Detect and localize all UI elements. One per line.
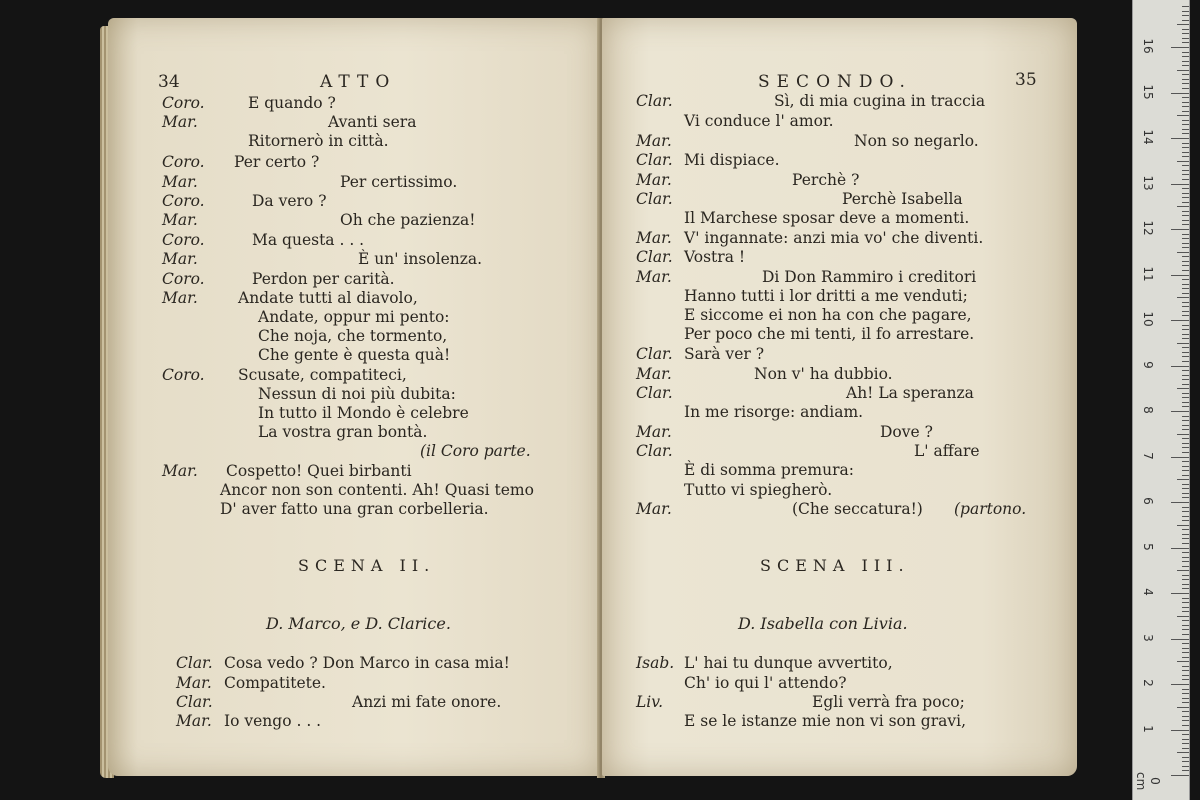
ruler-tick [1182, 165, 1189, 166]
ruler-tick [1182, 293, 1189, 294]
script-line: Mar. [636, 365, 672, 383]
ruler-tick [1182, 666, 1189, 667]
ruler-tick [1182, 711, 1189, 712]
ruler-tick [1182, 652, 1189, 653]
ruler-tick [1177, 479, 1189, 480]
ruler-tick [1182, 579, 1189, 580]
ruler-tick [1182, 284, 1189, 285]
script-line-text: In tutto il Mondo è celebre [258, 404, 469, 422]
script-line-text: La vostra gran bontà. [258, 423, 428, 441]
ruler-tick [1182, 748, 1189, 749]
script-line: Mar. [636, 500, 672, 518]
open-book [100, 18, 1085, 780]
script-line: Mar. [636, 423, 672, 441]
ruler-tick [1182, 561, 1189, 562]
ruler-tick [1182, 452, 1189, 453]
right-page-header: SECONDO. [758, 72, 912, 92]
ruler-number: 8 [1141, 406, 1155, 414]
ruler-tick [1182, 352, 1189, 353]
ruler-tick [1177, 525, 1189, 526]
ruler-tick [1182, 643, 1189, 644]
script-line-text: Per certo ? [234, 153, 320, 171]
script-line: Mar. [162, 113, 198, 131]
ruler-tick [1182, 634, 1189, 635]
ruler-tick [1177, 115, 1189, 116]
ruler-tick [1177, 388, 1189, 389]
left-page [108, 18, 600, 776]
ruler-tick [1182, 220, 1189, 221]
ruler-tick [1182, 543, 1189, 544]
ruler-tick [1182, 265, 1189, 266]
ruler-number: 10 [1141, 311, 1155, 327]
ruler-tick [1182, 152, 1189, 153]
ruler-tick [1182, 625, 1189, 626]
ruler-tick [1182, 425, 1189, 426]
ruler-tick [1182, 739, 1189, 740]
ruler-tick [1182, 761, 1189, 762]
ruler-tick [1182, 420, 1189, 421]
ruler-tick [1182, 329, 1189, 330]
ruler-tick [1182, 575, 1189, 576]
ruler-tick [1182, 488, 1189, 489]
script-line-text: Di Don Rammiro i creditori [762, 268, 977, 286]
ruler-tick [1182, 288, 1189, 289]
ruler-tick [1182, 689, 1189, 690]
ruler-tick [1182, 15, 1189, 16]
ruler-tick [1182, 29, 1189, 30]
script-line-text: Sarà ver ? [684, 345, 765, 363]
script-line-text: Io vengo . . . [224, 712, 322, 730]
ruler-tick [1182, 102, 1189, 103]
script-line: Mar. [636, 132, 672, 150]
script-line-text: Anzi mi fate onore. [352, 693, 502, 711]
ruler-tick [1182, 607, 1189, 608]
ruler-tick [1182, 475, 1189, 476]
script-line-text: E siccome ei non ha con che pagare, [684, 306, 972, 324]
ruler-tick [1182, 511, 1189, 512]
ruler-tick [1182, 725, 1189, 726]
ruler-tick [1171, 502, 1189, 503]
ruler-tick [1182, 311, 1189, 312]
ruler-tick [1171, 457, 1189, 458]
ruler-number: 6 [1141, 497, 1155, 505]
script-line-text: Avanti sera [328, 113, 417, 131]
script-line: Clar. [636, 345, 673, 363]
script-line-text: Ch' io qui l' attendo? [684, 674, 847, 692]
script-line: Coro. [162, 192, 205, 210]
ruler-tick [1182, 20, 1189, 21]
ruler-tick [1182, 743, 1189, 744]
script-line: Mar. [162, 289, 198, 307]
ruler-tick [1171, 184, 1189, 185]
ruler-tick [1182, 256, 1189, 257]
script-line: Clar. [176, 654, 213, 672]
stage-direction: (partono. [954, 500, 1027, 518]
ruler-number: 1 [1141, 724, 1155, 733]
ruler-tick [1182, 11, 1189, 12]
ruler-tick [1182, 156, 1189, 157]
ruler-tick [1182, 629, 1189, 630]
script-line-text: In me risorge: andiam. [684, 403, 864, 421]
ruler-tick [1182, 170, 1189, 171]
ruler-tick [1182, 56, 1189, 57]
left-page-number: 34 [158, 72, 180, 92]
ruler-tick [1182, 133, 1189, 134]
ruler-tick [1177, 616, 1189, 617]
script-line-text: Scusate, compatiteci, [238, 366, 407, 384]
ruler-tick [1182, 338, 1189, 339]
script-line-text: D' aver fatto una gran corbelleria. [220, 500, 489, 518]
script-line: Coro. [162, 270, 205, 288]
ruler-tick [1182, 447, 1189, 448]
ruler-tick [1171, 730, 1189, 731]
ruler-tick [1182, 143, 1189, 144]
ruler-tick [1182, 429, 1189, 430]
script-line: Liv. [636, 693, 664, 711]
script-line: Mar. [162, 250, 198, 268]
ruler-tick [1182, 734, 1189, 735]
ruler-tick [1182, 179, 1189, 180]
ruler-tick [1182, 461, 1189, 462]
script-line-text: Vi conduce l' amor. [684, 112, 834, 130]
ruler-tick [1182, 675, 1189, 676]
ruler-number: 4 [1141, 588, 1155, 596]
ruler-number: 0 cm [1134, 772, 1162, 791]
measuring-ruler [1132, 0, 1190, 800]
ruler-tick [1182, 720, 1189, 721]
ruler-tick [1182, 588, 1189, 589]
script-line: Clar. [636, 92, 673, 110]
script-line: Mar. [162, 173, 198, 191]
ruler-tick [1182, 120, 1189, 121]
script-line: Clar. [636, 151, 673, 169]
right-page [602, 18, 1077, 776]
ruler-tick [1182, 406, 1189, 407]
ruler-tick [1177, 252, 1189, 253]
ruler-tick [1182, 538, 1189, 539]
script-line-text: E quando ? [248, 94, 336, 112]
ruler-tick [1182, 261, 1189, 262]
ruler-number: 2 [1141, 679, 1155, 687]
ruler-tick [1182, 6, 1189, 7]
script-line-text: L' affare [914, 442, 980, 460]
ruler-tick [1182, 557, 1189, 558]
script-line: Clar. [176, 693, 213, 711]
script-line-text: Non v' ha dubbio. [754, 365, 893, 383]
ruler-tick [1182, 529, 1189, 530]
ruler-tick [1182, 193, 1189, 194]
ruler-tick [1182, 52, 1189, 53]
ruler-tick [1182, 552, 1189, 553]
ruler-tick [1182, 716, 1189, 717]
ruler-tick [1182, 356, 1189, 357]
ruler-tick [1182, 566, 1189, 567]
script-line: Mar. [162, 211, 198, 229]
script-line: Coro. [162, 153, 205, 171]
ruler-tick [1182, 648, 1189, 649]
ruler-tick [1177, 707, 1189, 708]
ruler-tick [1182, 598, 1189, 599]
script-line-text: Sì, di mia cugina in traccia [774, 92, 986, 110]
script-line: Isab. [636, 654, 675, 672]
script-line-text: E se le istanze mie non vi son gravi, [684, 712, 967, 730]
ruler-tick [1182, 443, 1189, 444]
script-line: Mar. [176, 674, 212, 692]
ruler-tick [1171, 548, 1189, 549]
script-line-text: Perdon per carità. [252, 270, 395, 288]
ruler-tick [1182, 270, 1189, 271]
script-line-text: Mi dispiace. [684, 151, 780, 169]
ruler-tick [1182, 384, 1189, 385]
ruler-tick [1171, 593, 1189, 594]
script-line-text: Hanno tutti i lor dritti a me venduti; [684, 287, 968, 305]
ruler-tick [1182, 402, 1189, 403]
ruler-tick [1182, 347, 1189, 348]
ruler-number: 14 [1141, 129, 1155, 145]
ruler-tick [1182, 88, 1189, 89]
ruler-number: 12 [1141, 220, 1155, 236]
ruler-tick [1182, 497, 1189, 498]
ruler-number: 16 [1141, 38, 1155, 54]
script-line-text: Ancor non son contenti. Ah! Quasi temo [220, 481, 534, 499]
ruler-tick [1171, 275, 1189, 276]
scene-title: SCENA III. [760, 556, 910, 575]
ruler-tick [1182, 147, 1189, 148]
script-line: Mar. [636, 268, 672, 286]
ruler-tick [1182, 243, 1189, 244]
ruler-tick [1182, 361, 1189, 362]
ruler-tick [1182, 693, 1189, 694]
script-line-text: Cosa vedo ? Don Marco in casa mia! [224, 654, 510, 672]
ruler-tick [1171, 47, 1189, 48]
script-line-text: È di somma premura: [684, 461, 854, 479]
script-line-text: Ma questa . . . [252, 231, 365, 249]
ruler-tick [1171, 684, 1189, 685]
left-page-header: ATTO [320, 72, 397, 92]
script-line: Coro. [162, 366, 205, 384]
ruler-tick [1182, 602, 1189, 603]
ruler-tick [1171, 229, 1189, 230]
script-line-text: Dove ? [880, 423, 933, 441]
ruler-tick [1182, 375, 1189, 376]
ruler-tick [1182, 325, 1189, 326]
ruler-number: 15 [1141, 83, 1155, 100]
ruler-tick [1182, 129, 1189, 130]
ruler-tick [1182, 174, 1189, 175]
ruler-tick [1182, 111, 1189, 112]
ruler-number: 3 [1141, 633, 1155, 642]
ruler-tick [1177, 161, 1189, 162]
script-line-text: Perchè ? [792, 171, 860, 189]
ruler-number: 7 [1141, 451, 1155, 460]
ruler-tick [1171, 366, 1189, 367]
script-line-text: V' ingannate: anzi mia vo' che diventi. [684, 229, 984, 247]
ruler-tick [1182, 438, 1189, 439]
ruler-tick [1177, 206, 1189, 207]
ruler-tick [1182, 33, 1189, 34]
script-line-text: Andate tutti al diavolo, [238, 289, 418, 307]
ruler-tick [1171, 411, 1189, 412]
ruler-tick [1171, 138, 1189, 139]
right-page-number: 35 [1015, 70, 1037, 90]
ruler-tick [1182, 470, 1189, 471]
ruler-tick [1182, 65, 1189, 66]
script-line: Clar. [636, 442, 673, 460]
script-line-text: Nessun di noi più dubita: [258, 385, 456, 403]
ruler-tick [1182, 370, 1189, 371]
script-line-text: Ah! La speranza [846, 384, 974, 402]
script-line-text: Per poco che mi tenti, il fo arrestare. [684, 325, 975, 343]
ruler-tick [1177, 570, 1189, 571]
ruler-tick [1177, 752, 1189, 753]
ruler-tick [1182, 670, 1189, 671]
ruler-number: 5 [1141, 542, 1155, 551]
ruler-tick [1182, 702, 1189, 703]
ruler-tick [1182, 379, 1189, 380]
ruler-tick [1182, 507, 1189, 508]
ruler-tick [1171, 320, 1189, 321]
ruler-tick [1182, 393, 1189, 394]
script-line: Mar. [176, 712, 212, 730]
ruler-tick [1182, 657, 1189, 658]
script-line: Clar. [636, 384, 673, 402]
ruler-tick [1171, 775, 1189, 776]
script-line: Mar. [636, 171, 672, 189]
script-line-text: L' hai tu dunque avvertito, [684, 654, 893, 672]
ruler-tick [1182, 306, 1189, 307]
script-line-text: Da vero ? [252, 192, 327, 210]
ruler-number: 9 [1141, 360, 1155, 369]
script-line: Mar. [636, 229, 672, 247]
ruler-tick [1177, 434, 1189, 435]
ruler-number: 11 [1141, 265, 1155, 282]
script-line: Coro. [162, 94, 205, 112]
ruler-tick [1182, 679, 1189, 680]
ruler-tick [1182, 224, 1189, 225]
ruler-tick [1182, 279, 1189, 280]
ruler-tick [1182, 238, 1189, 239]
ruler-tick [1182, 97, 1189, 98]
ruler-tick [1182, 38, 1189, 39]
ruler-tick [1182, 584, 1189, 585]
scene-cast: D. Marco, e D. Clarice. [266, 614, 451, 633]
ruler-tick [1182, 757, 1189, 758]
ruler-tick [1182, 61, 1189, 62]
script-line-text: È un' insolenza. [358, 250, 483, 268]
script-line-text: Compatitete. [224, 674, 326, 692]
ruler-tick [1182, 83, 1189, 84]
ruler-tick [1182, 302, 1189, 303]
ruler-tick [1182, 215, 1189, 216]
script-line-text: Tutto vi spiegherò. [684, 481, 833, 499]
ruler-tick [1182, 188, 1189, 189]
ruler-tick [1182, 466, 1189, 467]
ruler-tick [1182, 484, 1189, 485]
script-line-text: (Che seccatura!) [792, 500, 923, 518]
ruler-tick [1182, 202, 1189, 203]
ruler-tick [1182, 247, 1189, 248]
ruler-tick [1182, 124, 1189, 125]
scene-cast: D. Isabella con Livia. [738, 614, 908, 633]
script-line: Clar. [636, 248, 673, 266]
script-line-text: Non so negarlo. [854, 132, 979, 150]
ruler-tick [1182, 397, 1189, 398]
stage-direction: (il Coro parte. [420, 442, 531, 460]
ruler-tick [1182, 234, 1189, 235]
ruler-tick [1177, 297, 1189, 298]
ruler-tick [1177, 661, 1189, 662]
ruler-tick [1182, 520, 1189, 521]
ruler-tick [1182, 197, 1189, 198]
ruler-tick [1171, 639, 1189, 640]
ruler-tick [1182, 620, 1189, 621]
ruler-tick [1182, 334, 1189, 335]
scene-title: SCENA II. [298, 556, 436, 575]
script-line: Clar. [636, 190, 673, 208]
script-line-text: Che noja, che tormento, [258, 327, 448, 345]
ruler-tick [1182, 79, 1189, 80]
script-line-text: Vostra ! [684, 248, 746, 266]
ruler-tick [1182, 106, 1189, 107]
ruler-tick [1182, 315, 1189, 316]
script-line-text: Ritornerò in città. [248, 132, 389, 150]
ruler-tick [1182, 74, 1189, 75]
script-line-text: Perchè Isabella [842, 190, 963, 208]
ruler-tick [1182, 766, 1189, 767]
script-line: Mar. [162, 462, 198, 480]
ruler-tick [1182, 770, 1189, 771]
ruler-tick [1182, 416, 1189, 417]
script-line-text: Oh che pazienza! [340, 211, 476, 229]
ruler-tick [1182, 42, 1189, 43]
script-line-text: Andate, oppur mi pento: [258, 308, 450, 326]
ruler-tick [1182, 534, 1189, 535]
ruler-tick [1182, 516, 1189, 517]
script-line-text: Per certissimo. [340, 173, 458, 191]
ruler-tick [1182, 698, 1189, 699]
ruler-tick [1182, 611, 1189, 612]
script-line-text: Il Marchese sposar deve a momenti. [684, 209, 970, 227]
ruler-tick [1177, 343, 1189, 344]
ruler-tick [1171, 93, 1189, 94]
script-line-text: Egli verrà fra poco; [812, 693, 965, 711]
ruler-tick [1177, 24, 1189, 25]
script-line-text: Che gente è questa quà! [258, 346, 451, 364]
ruler-tick [1182, 211, 1189, 212]
script-line: Coro. [162, 231, 205, 249]
ruler-tick [1182, 493, 1189, 494]
ruler-number: 13 [1141, 174, 1155, 191]
script-line-text: Cospetto! Quei birbanti [226, 462, 412, 480]
ruler-tick [1177, 70, 1189, 71]
